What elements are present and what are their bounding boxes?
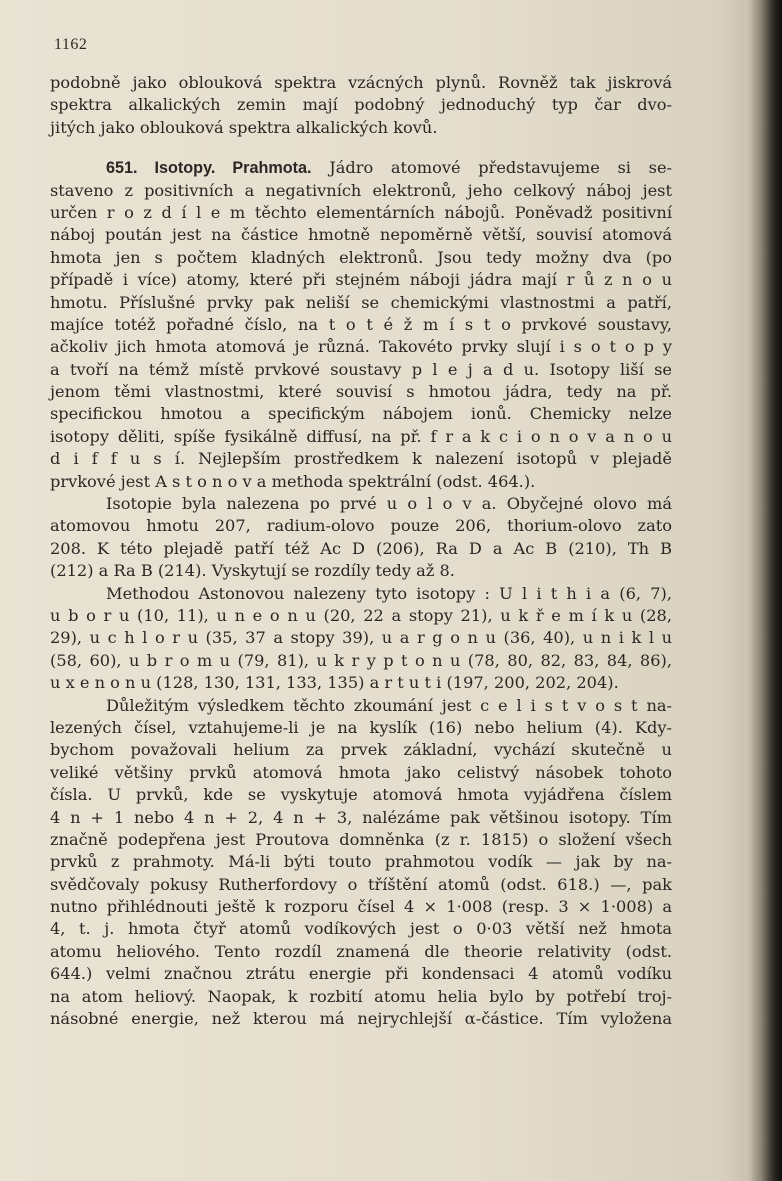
text-line: specifickou hmotou a specifickým nábojem ionů. Chemicky nelze (50, 404, 672, 424)
paragraph-lead-isotopes (50, 493, 672, 583)
text-line: násobné energie, než kterou má nejrychlejší α-částice. Tím vyložena (50, 1009, 672, 1029)
text-line: na atom heliový. Naopak, k rozbití atomu helia bylo by potřebí troj- (50, 986, 672, 1006)
text-line: d i f f u s í. Nejlepším prostředkem k nalezení isotopů v plejadě (50, 449, 672, 469)
heading-continuation: Jádro atomové představujeme si se- (311, 158, 672, 178)
text-line: Isotopie byla nalezena po prvé u o l o v a. Obyčejné olovo má (106, 494, 672, 514)
text-line: a tvoří na témž místě prvkové soustavy p l e j a d u. Isotopy liší se (50, 359, 672, 379)
text-line: podobně jako oblouková spektra vzácných plynů. Rovněž tak jiskrová (50, 73, 672, 92)
text-line: spektra alkalických zemin mají podobný jednoduchý typ čar dvo- (50, 95, 672, 115)
text-line: atomovou hmotu 207, radium-olovo pouze 206, thorium-olovo zato (50, 516, 672, 536)
page-binding-shadow (748, 0, 782, 1181)
text-line: isotopy děliti, spíše fysikálně diffusí, na př. f r a k c i o n o v a n o u (50, 426, 672, 446)
text-line: určen r o z d í l e m těchto elementárních nábojů. Poněvadž positivní (50, 202, 672, 222)
text-line: lezených čísel, vztahujeme-li je na kyslík (16) nebo helium (4). Kdy- (50, 717, 672, 737)
text-line: hmotu. Příslušné prvky pak neliší se chemickými vlastnostmi a patří, (50, 292, 672, 312)
text-line: bychom považovali helium za prvek základní, vychází skutečně u (50, 740, 672, 760)
text-line: 4 n + 1 nebo 4 n + 2, 4 n + 3, nalézáme pak většinou isotopy. Tím (50, 807, 672, 827)
page-number: 1162 (54, 36, 88, 53)
text-line: jitých jako oblouková spektra alkalických kovů. (50, 117, 438, 137)
text-line: hmota jen s počtem kladných elektronů. Jsou tedy možny dva (po (50, 247, 672, 267)
paragraph-aston-isotopes (50, 583, 672, 695)
paragraph-integrality (50, 695, 672, 1031)
text-line: (58, 60), u b r o m u (79, 81), u k r y p t o n u (78, 80, 82, 83, 84, 86), (50, 650, 672, 670)
section-gap (50, 139, 672, 157)
text-line: staveno z positivních a negativních elektronů, jeho celkový náboj jest (50, 180, 672, 200)
text-line: ačkoliv jich hmota atomová je různá. Takovéto prvky slují i s o t o p y (50, 337, 672, 357)
text-line: atomu heliového. Tento rozdíl znamená dle theorie relativity (odst. (50, 941, 672, 961)
text-line: 644.) velmi značnou ztrátu energie při kondensaci 4 atomů vodíku (50, 964, 672, 984)
text-line: případě i více) atomy, které při stejném náboji jádra mají r ů z n o u (50, 270, 672, 290)
text-line: veliké většiny prvků atomová hmota jako celistvý násobek tohoto (50, 762, 672, 782)
text-line: jenom těmi vlastnostmi, které souvisí s hmotou jádra, tedy na př. (50, 382, 672, 402)
paragraph-spectra (50, 72, 672, 139)
text-line: Důležitým výsledkem těchto zkoumání jest c e l i s t v o s t na- (106, 695, 672, 715)
text-line: Methodou Astonovou nalezeny tyto isotopy : U l i t h i a (6, 7), (106, 583, 672, 603)
text-line: náboj poután jest na částice hmotně nepoměrně větší, souvisí atomová (50, 225, 672, 245)
paragraph-isotopes (50, 157, 672, 493)
text-line: u b o r u (10, 11), u n e o n u (20, 22 a stopy 21), u k ř e m í k u (28, (50, 605, 672, 625)
text-line: 208. K této plejadě patří též Ac D (206), Ra D a Ac B (210), Th B (50, 538, 672, 558)
text-line: čísla. U prvků, kde se vyskytuje atomová hmota vyjádřena číslem (50, 785, 672, 805)
text-line: nutno přihlédnouti ještě k rozporu čísel 4 × 1·008 (resp. 3 × 1·008) a (50, 897, 672, 917)
section-heading: 651. Isotopy. Prahmota. (106, 159, 312, 178)
text-line: značně podepřena jest Proutova domněnka (z r. 1815) o složení všech (50, 829, 672, 849)
text-line: (212) a Ra B (214). Vyskytují se rozdíly tedy až 8. (50, 561, 455, 581)
text-line: prvků z prahmoty. Má-li býti touto prahmotou vodík — jak by na- (50, 852, 672, 872)
text-line: u x e n o n u (128, 130, 131, 133, 135) a r t u t i (197, 200, 202, 204). (50, 673, 619, 693)
page-body (50, 72, 672, 1030)
text-line: 29), u c h l o r u (35, 37 a stopy 39), u a r g o n u (36, 40), u n i k l u (50, 628, 672, 648)
text-line (50, 157, 672, 179)
text-line: 4, t. j. hmota čtyř atomů vodíkových jest o 0·03 větší než hmota (50, 919, 672, 939)
text-line: svědčovaly pokusy Rutherfordovy o tříštění atomů (odst. 618.) —, pak (50, 874, 672, 894)
text-line: prvkové jest A s t o n o v a methoda spektrální (odst. 464.). (50, 471, 536, 491)
text-line: majíce totéž pořadné číslo, na t o t é ž m í s t o prvkové soustavy, (50, 314, 672, 334)
